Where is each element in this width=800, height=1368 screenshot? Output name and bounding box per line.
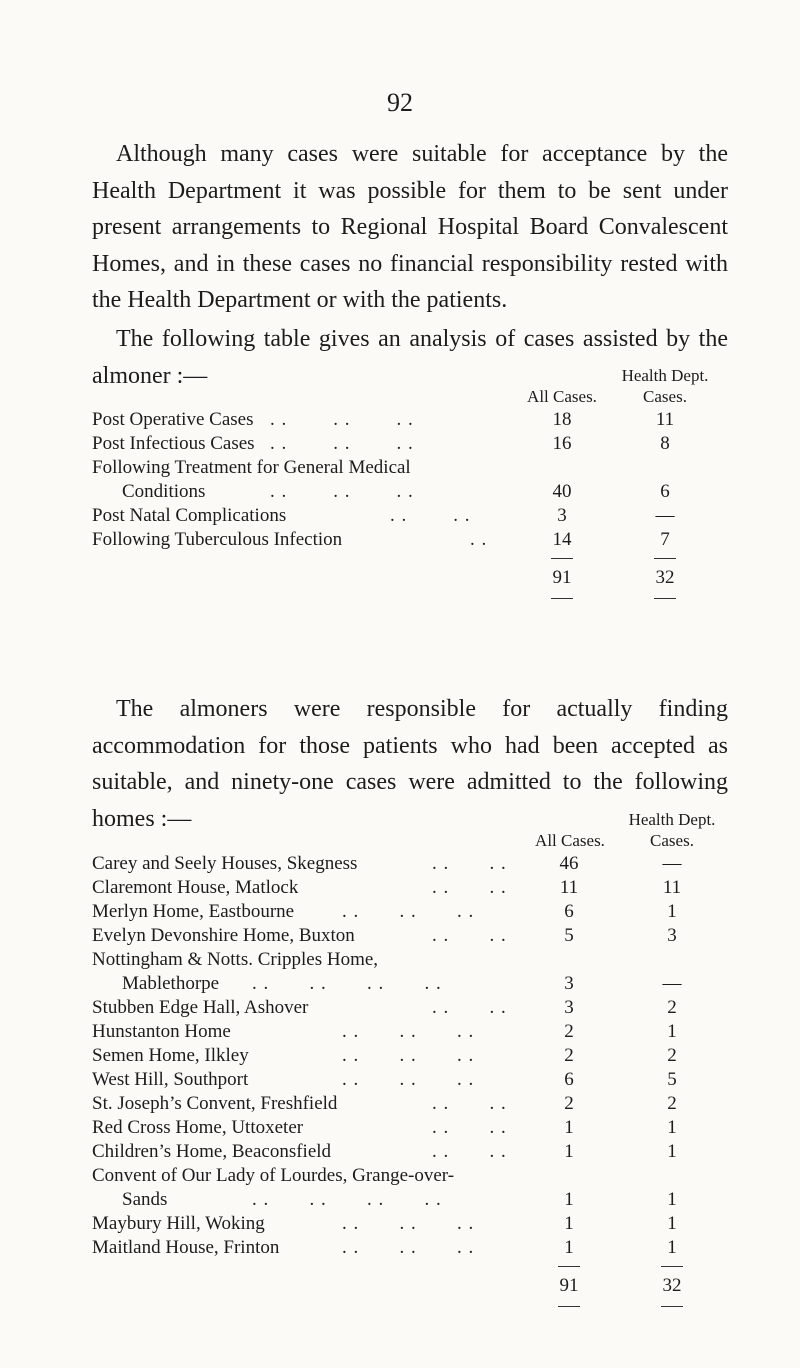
all-cases-value: 14 xyxy=(552,529,572,550)
all-cases-value: 2 xyxy=(564,1045,574,1066)
row-label: Children’s Home, Beaconsfield xyxy=(92,1141,332,1162)
rule-line xyxy=(661,1266,683,1267)
table-row-continued: Sands . . . . . . . . 1 1 xyxy=(92,1188,732,1212)
rule-line xyxy=(558,1266,580,1267)
row-label-continued: Sands xyxy=(122,1189,168,1210)
table-row: Children’s Home, Beaconsfield . . . . 1 1 xyxy=(92,1140,732,1164)
row-label: St. Joseph’s Convent, Freshfield xyxy=(92,1093,338,1114)
all-cases-value: 5 xyxy=(564,925,574,946)
table-row xyxy=(92,456,732,480)
row-label: West Hill, Southport xyxy=(92,1069,249,1090)
page-number: 92 xyxy=(387,88,413,117)
paragraph-text: Although many cases were suitable for acceptance by the Health Department it was possible for them to be sent under present arrangements to Regional Hospital Board Convalescent Homes, and in these cases no financial responsibility rested with the Health Department or with the patients. xyxy=(92,141,728,313)
all-cases-value: 1 xyxy=(564,1213,574,1234)
all-cases-header: All Cases. xyxy=(535,831,605,850)
table-row: Merlyn Home, Eastbourne . . . . . . 6 1 xyxy=(92,900,732,924)
row-label: Post Operative Cases xyxy=(92,409,254,430)
row-label: Claremont House, Matlock xyxy=(92,877,299,898)
total-health-cases: 32 xyxy=(662,1275,682,1296)
table-row: Evelyn Devonshire Home, Buxton . . . . 5 3 xyxy=(92,924,732,948)
row-label: Convent of Our Lady of Lourdes, Grange-over- xyxy=(92,1165,455,1186)
row-label: Nottingham & Notts. Cripples Home, xyxy=(92,949,379,970)
paragraph-text: The following table gives an analysis of cases assisted by the almoner :— xyxy=(92,326,728,389)
health-cases-value: 3 xyxy=(667,925,677,946)
all-cases-value: 3 xyxy=(564,973,574,994)
table-row: West Hill, Southport . . . . . . 6 5 xyxy=(92,1068,732,1092)
rule-line xyxy=(551,598,573,599)
health-cases-value: 1 xyxy=(667,1237,677,1258)
health-cases-value: — xyxy=(655,505,675,526)
all-cases-value: 1 xyxy=(564,1117,574,1138)
health-dept-header-line2: Cases. xyxy=(643,387,687,406)
rule-line xyxy=(551,558,573,559)
health-cases-value: 1 xyxy=(667,1021,677,1042)
health-cases-value: 11 xyxy=(662,877,682,898)
all-cases-value: 3 xyxy=(557,505,567,526)
health-cases-value: 5 xyxy=(667,1069,677,1090)
table-row: St. Joseph’s Convent, Freshfield . . . . 2 2 xyxy=(92,1092,732,1116)
cases-analysis-table xyxy=(92,366,732,608)
health-cases-value: 1 xyxy=(667,1189,677,1210)
all-cases-value: 1 xyxy=(564,1189,574,1210)
homes-admitted-table xyxy=(92,810,732,1316)
row-label: Stubben Edge Hall, Ashover xyxy=(92,997,309,1018)
table-row: Hunstanton Home . . . . . . 2 1 xyxy=(92,1020,732,1044)
total-row xyxy=(92,566,732,590)
row-label-continued: Conditions xyxy=(122,481,206,502)
row-label: Semen Home, Ilkley xyxy=(92,1045,249,1066)
row-label: Following Treatment for General Medical xyxy=(92,457,411,478)
health-dept-header-line1: Health Dept. xyxy=(621,366,709,385)
health-cases-value: 8 xyxy=(660,433,670,454)
all-cases-value: 2 xyxy=(564,1093,574,1114)
row-label: Following Tuberculous Infection xyxy=(92,529,343,550)
health-cases-value: 1 xyxy=(667,901,677,922)
row-label: Red Cross Home, Uttoxeter xyxy=(92,1117,304,1138)
paragraph-text: The almoners were responsible for actually finding accommodation for those patients who had been accepted as suitable, and ninety-one cases were admitted to the following homes :— xyxy=(92,696,728,832)
rule-line xyxy=(654,598,676,599)
row-label: Post Infectious Cases xyxy=(92,433,255,454)
health-cases-value: — xyxy=(662,853,682,874)
health-cases-value: 6 xyxy=(660,481,670,502)
health-cases-value: 1 xyxy=(667,1117,677,1138)
table-row: Post Infectious Cases . . . . . . 16 8 xyxy=(92,432,732,456)
all-cases-value: 18 xyxy=(552,409,572,430)
health-cases-value: 11 xyxy=(655,409,675,430)
total-health-cases: 32 xyxy=(655,567,675,588)
all-cases-value: 2 xyxy=(564,1021,574,1042)
paragraph-convalescent-homes xyxy=(92,136,728,319)
all-cases-value: 1 xyxy=(564,1141,574,1162)
health-cases-value: 2 xyxy=(667,1045,677,1066)
row-label: Evelyn Devonshire Home, Buxton xyxy=(92,925,355,946)
all-cases-value: 16 xyxy=(552,433,572,454)
row-label: Post Natal Complications xyxy=(92,505,287,526)
table-row: Post Natal Complications . . . . 3 — xyxy=(92,504,732,528)
all-cases-value: 11 xyxy=(559,877,579,898)
table-row xyxy=(92,948,732,972)
total-rule-row xyxy=(92,590,732,608)
health-dept-header-line2: Cases. xyxy=(650,831,694,850)
row-label: Merlyn Home, Eastbourne xyxy=(92,901,295,922)
all-cases-value: 6 xyxy=(564,1069,574,1090)
total-row xyxy=(92,1274,732,1298)
table-row-continued: Mablethorpe . . . . . . . . 3 — xyxy=(92,972,732,996)
total-rule-row xyxy=(92,552,732,566)
row-label: Carey and Seely Houses, Skegness xyxy=(92,853,358,874)
rule-line xyxy=(661,1306,683,1307)
all-cases-value: 46 xyxy=(559,853,579,874)
row-label: Maitland House, Frinton xyxy=(92,1237,280,1258)
table-row: Maitland House, Frinton . . . . . . 1 1 xyxy=(92,1236,732,1260)
total-rule-row xyxy=(92,1260,732,1274)
row-label: Maybury Hill, Woking xyxy=(92,1213,265,1234)
all-cases-value: 6 xyxy=(564,901,574,922)
health-cases-value: 1 xyxy=(667,1213,677,1234)
health-cases-value: 1 xyxy=(667,1141,677,1162)
total-rule-row xyxy=(92,1298,732,1316)
table-row: Post Operative Cases . . . . . . 18 11 xyxy=(92,408,732,432)
health-cases-value: — xyxy=(662,973,682,994)
health-cases-value: 7 xyxy=(660,529,670,550)
rule-line xyxy=(558,1306,580,1307)
total-all-cases: 91 xyxy=(552,567,572,588)
rule-line xyxy=(654,558,676,559)
table-row: Maybury Hill, Woking . . . . . . 1 1 xyxy=(92,1212,732,1236)
row-label: Hunstanton Home xyxy=(92,1021,231,1042)
table-row xyxy=(92,1164,732,1188)
row-label-continued: Mablethorpe xyxy=(122,973,220,994)
table-row-continued: Conditions . . . . . . 40 6 xyxy=(92,480,732,504)
all-cases-value: 3 xyxy=(564,997,574,1018)
health-cases-value: 2 xyxy=(667,1093,677,1114)
all-cases-value: 40 xyxy=(552,481,572,502)
total-all-cases: 91 xyxy=(559,1275,579,1296)
health-dept-header-line1: Health Dept. xyxy=(628,810,716,829)
all-cases-value: 1 xyxy=(564,1237,574,1258)
health-cases-value: 2 xyxy=(667,997,677,1018)
table-row: Stubben Edge Hall, Ashover . . . . 3 2 xyxy=(92,996,732,1020)
table-row: Red Cross Home, Uttoxeter . . . . 1 1 xyxy=(92,1116,732,1140)
table-row: Claremont House, Matlock . . . . 11 11 xyxy=(92,876,732,900)
table-row: Semen Home, Ilkley . . . . . . 2 2 xyxy=(92,1044,732,1068)
table-row: Following Tuberculous Infection . . 14 7 xyxy=(92,528,732,552)
all-cases-header: All Cases. xyxy=(527,387,597,406)
table-row: Carey and Seely Houses, Skegness . . . . 46 — xyxy=(92,852,732,876)
